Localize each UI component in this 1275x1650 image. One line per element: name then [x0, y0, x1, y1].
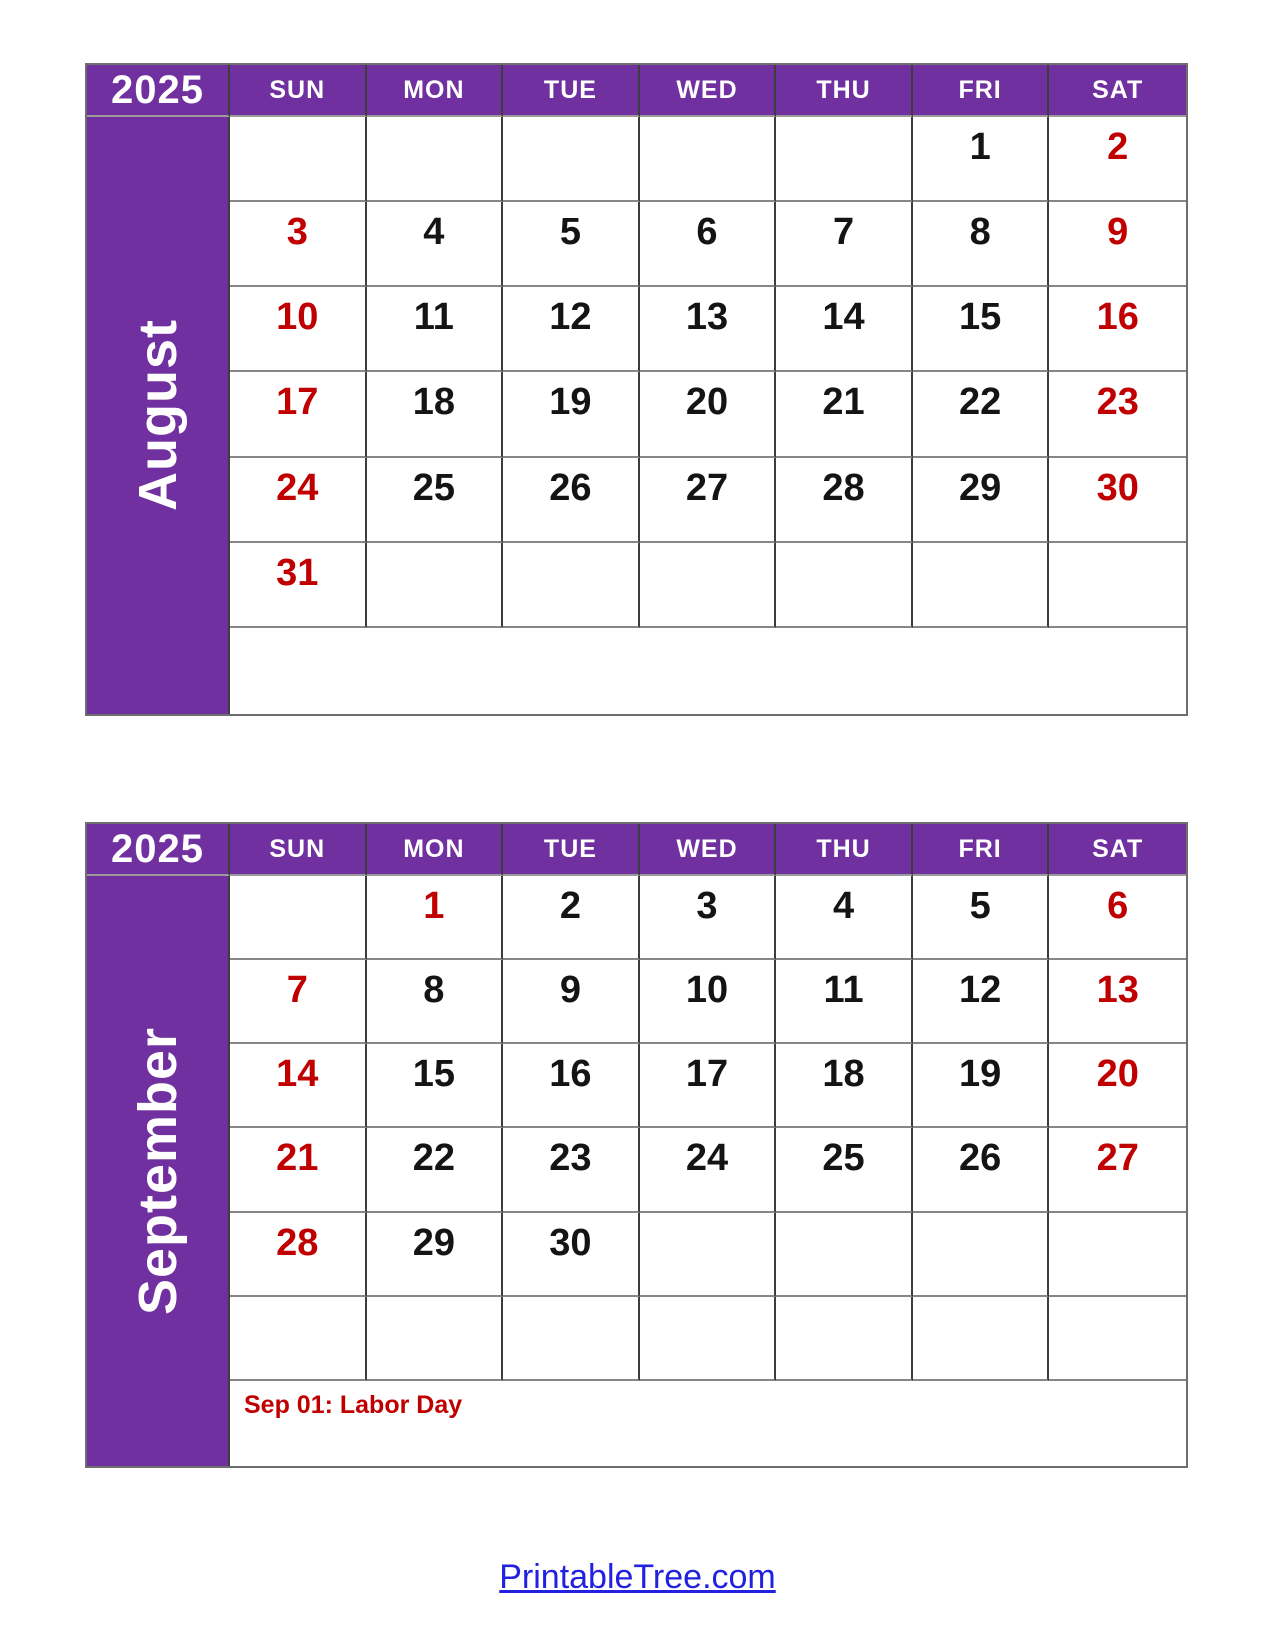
date-cell: 1: [913, 117, 1050, 202]
day-header-mon: MON: [367, 65, 504, 117]
empty-cell: [367, 543, 504, 628]
month-label: August: [127, 319, 188, 512]
date-cell: 17: [640, 1044, 777, 1128]
empty-cell: [776, 543, 913, 628]
date-cell: 14: [230, 1044, 367, 1128]
date-cell: 28: [230, 1213, 367, 1297]
date-cell: 2: [503, 876, 640, 960]
date-cell: 31: [230, 543, 367, 628]
day-header-wed: WED: [640, 65, 777, 117]
empty-cell: [503, 117, 640, 202]
empty-cell: [913, 543, 1050, 628]
date-cell: 21: [776, 372, 913, 457]
notes-area: [230, 628, 1186, 714]
month-sidebar: [87, 117, 230, 714]
notes-area: [230, 1381, 1186, 1466]
empty-cell: [913, 1213, 1050, 1297]
day-header-tue: TUE: [503, 65, 640, 117]
empty-cell: [640, 1213, 777, 1297]
date-cell: 29: [913, 458, 1050, 543]
empty-cell: [776, 117, 913, 202]
empty-cell: [640, 1297, 777, 1381]
day-header-sun: SUN: [230, 824, 367, 876]
calendar-september: [85, 822, 1188, 1468]
date-cell: 7: [776, 202, 913, 287]
date-cell: 7: [230, 960, 367, 1044]
empty-cell: [1049, 543, 1186, 628]
date-cell: 30: [503, 1213, 640, 1297]
date-cell: 8: [367, 960, 504, 1044]
empty-cell: [776, 1213, 913, 1297]
empty-cell: [913, 1297, 1050, 1381]
empty-cell: [1049, 1213, 1186, 1297]
year-badge: 2025: [87, 824, 230, 876]
footer-link[interactable]: PrintableTree.com: [499, 1558, 776, 1596]
day-header-thu: THU: [776, 824, 913, 876]
date-cell: 6: [640, 202, 777, 287]
date-cell: 28: [776, 458, 913, 543]
day-header-fri: FRI: [913, 824, 1050, 876]
date-cell: 13: [640, 287, 777, 372]
date-cell: 24: [230, 458, 367, 543]
date-cell: 10: [640, 960, 777, 1044]
date-cell: 1: [367, 876, 504, 960]
date-cell: 23: [1049, 372, 1186, 457]
date-cell: 16: [503, 1044, 640, 1128]
date-cell: 11: [367, 287, 504, 372]
day-header-sat: SAT: [1049, 824, 1186, 876]
holiday-note: Sep 01: Labor Day: [244, 1390, 463, 1419]
date-cell: 27: [640, 458, 777, 543]
day-header-wed: WED: [640, 824, 777, 876]
date-cell: 3: [230, 202, 367, 287]
date-cell: 22: [367, 1128, 504, 1212]
date-cell: 16: [1049, 287, 1186, 372]
date-cell: 24: [640, 1128, 777, 1212]
date-cell: 21: [230, 1128, 367, 1212]
date-cell: 9: [1049, 202, 1186, 287]
date-cell: 12: [503, 287, 640, 372]
date-cell: 5: [503, 202, 640, 287]
empty-cell: [640, 543, 777, 628]
empty-cell: [367, 117, 504, 202]
day-header-tue: TUE: [503, 824, 640, 876]
month-sidebar: [87, 876, 230, 1466]
date-cell: 23: [503, 1128, 640, 1212]
date-cell: 12: [913, 960, 1050, 1044]
date-cell: 20: [640, 372, 777, 457]
date-cell: 18: [776, 1044, 913, 1128]
date-cell: 25: [776, 1128, 913, 1212]
date-cell: 27: [1049, 1128, 1186, 1212]
empty-cell: [1049, 1297, 1186, 1381]
date-cell: 25: [367, 458, 504, 543]
date-cell: 14: [776, 287, 913, 372]
empty-cell: [640, 117, 777, 202]
date-cell: 10: [230, 287, 367, 372]
day-header-mon: MON: [367, 824, 504, 876]
month-label: September: [127, 1026, 188, 1316]
date-cell: 5: [913, 876, 1050, 960]
date-cell: 18: [367, 372, 504, 457]
date-cell: 4: [367, 202, 504, 287]
date-cell: 15: [367, 1044, 504, 1128]
date-cell: 26: [913, 1128, 1050, 1212]
date-cell: 19: [503, 372, 640, 457]
empty-cell: [367, 1297, 504, 1381]
date-cell: 19: [913, 1044, 1050, 1128]
empty-cell: [776, 1297, 913, 1381]
date-cell: 20: [1049, 1044, 1186, 1128]
date-cell: 11: [776, 960, 913, 1044]
year-badge: 2025: [87, 65, 230, 117]
date-cell: 6: [1049, 876, 1186, 960]
date-cell: 13: [1049, 960, 1186, 1044]
day-header-thu: THU: [776, 65, 913, 117]
date-cell: 4: [776, 876, 913, 960]
date-cell: 2: [1049, 117, 1186, 202]
empty-cell: [503, 1297, 640, 1381]
day-header-fri: FRI: [913, 65, 1050, 117]
date-cell: 26: [503, 458, 640, 543]
empty-cell: [230, 1297, 367, 1381]
day-header-sun: SUN: [230, 65, 367, 117]
date-cell: 22: [913, 372, 1050, 457]
date-cell: 8: [913, 202, 1050, 287]
empty-cell: [503, 543, 640, 628]
calendar-august: [85, 63, 1188, 716]
date-cell: 15: [913, 287, 1050, 372]
date-cell: 30: [1049, 458, 1186, 543]
empty-cell: [230, 117, 367, 202]
date-cell: 17: [230, 372, 367, 457]
footer: [0, 1558, 1275, 1597]
empty-cell: [230, 876, 367, 960]
day-header-sat: SAT: [1049, 65, 1186, 117]
date-cell: 29: [367, 1213, 504, 1297]
date-cell: 3: [640, 876, 777, 960]
date-cell: 9: [503, 960, 640, 1044]
